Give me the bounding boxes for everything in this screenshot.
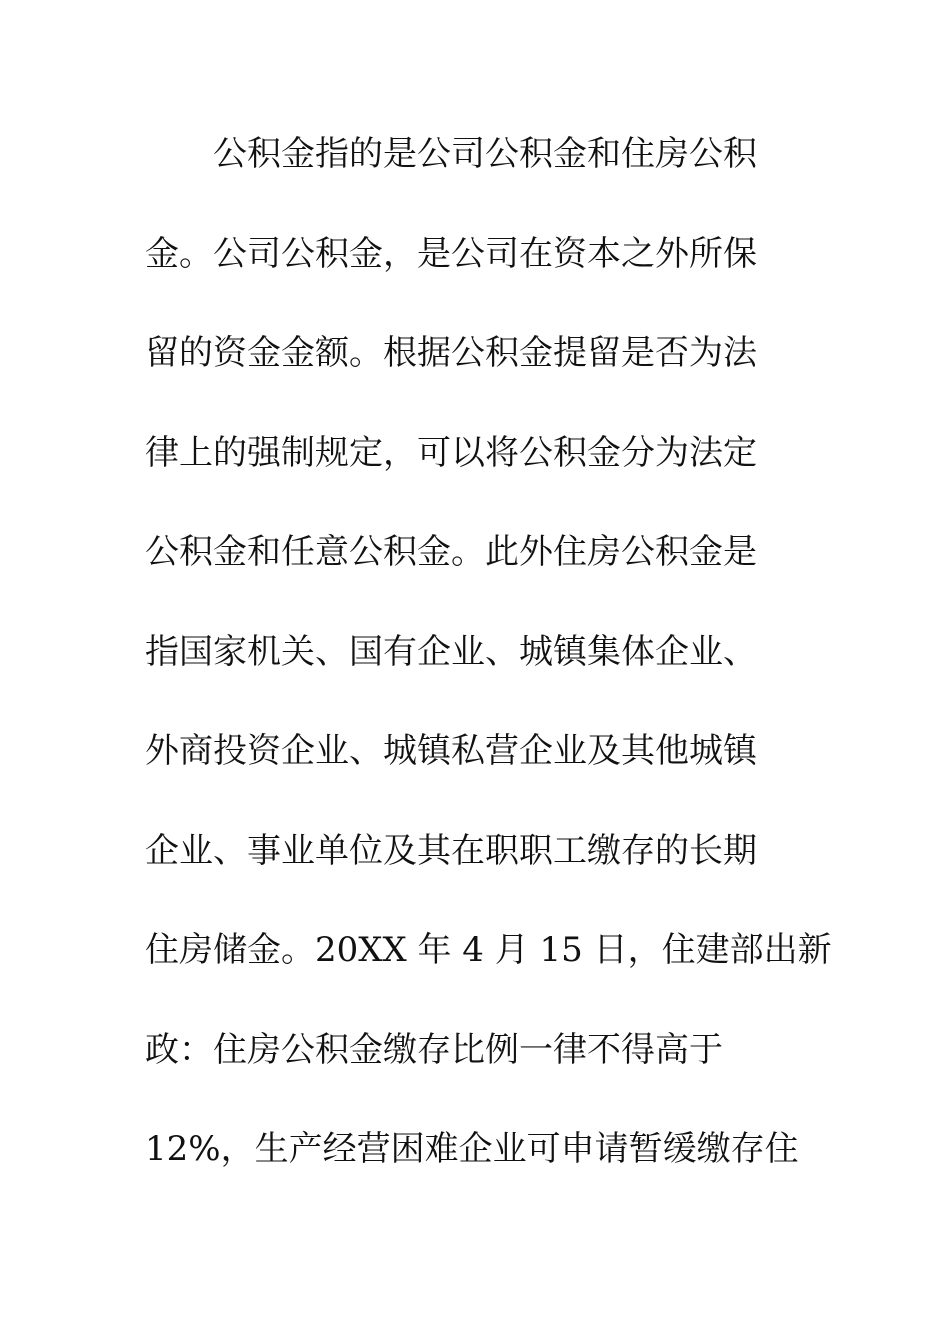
paragraph-line: 公积金和任意公积金。此外住房公积金是 xyxy=(145,532,757,572)
paragraph-line: 留的资金金额。根据公积金提留是否为法 xyxy=(145,333,757,373)
paragraph-line: 金。公司公积金，是公司在资本之外所保 xyxy=(145,233,757,274)
paragraph-line: 企业、事业单位及其在职职工缴存的长期 xyxy=(145,830,757,871)
paragraph-line: 住房储金。20XX 年 4 月 15 日，住建部出新 xyxy=(145,930,832,970)
paragraph-line: 外商投资企业、城镇私营企业及其他城镇 xyxy=(145,731,757,771)
paragraph-line: 12%，生产经营困难企业可申请暂缓缴存住 xyxy=(145,1129,799,1169)
paragraph-line: 政：住房公积金缴存比例一律不得高于 xyxy=(145,1029,723,1070)
paragraph-line: 公积金指的是公司公积金和住房公积 xyxy=(145,134,757,174)
paragraph-line: 指国家机关、国有企业、城镇集体企业、 xyxy=(145,631,757,672)
paragraph-line: 律上的强制规定，可以将公积金分为法定 xyxy=(145,432,757,473)
body-paragraph xyxy=(145,126,832,1221)
